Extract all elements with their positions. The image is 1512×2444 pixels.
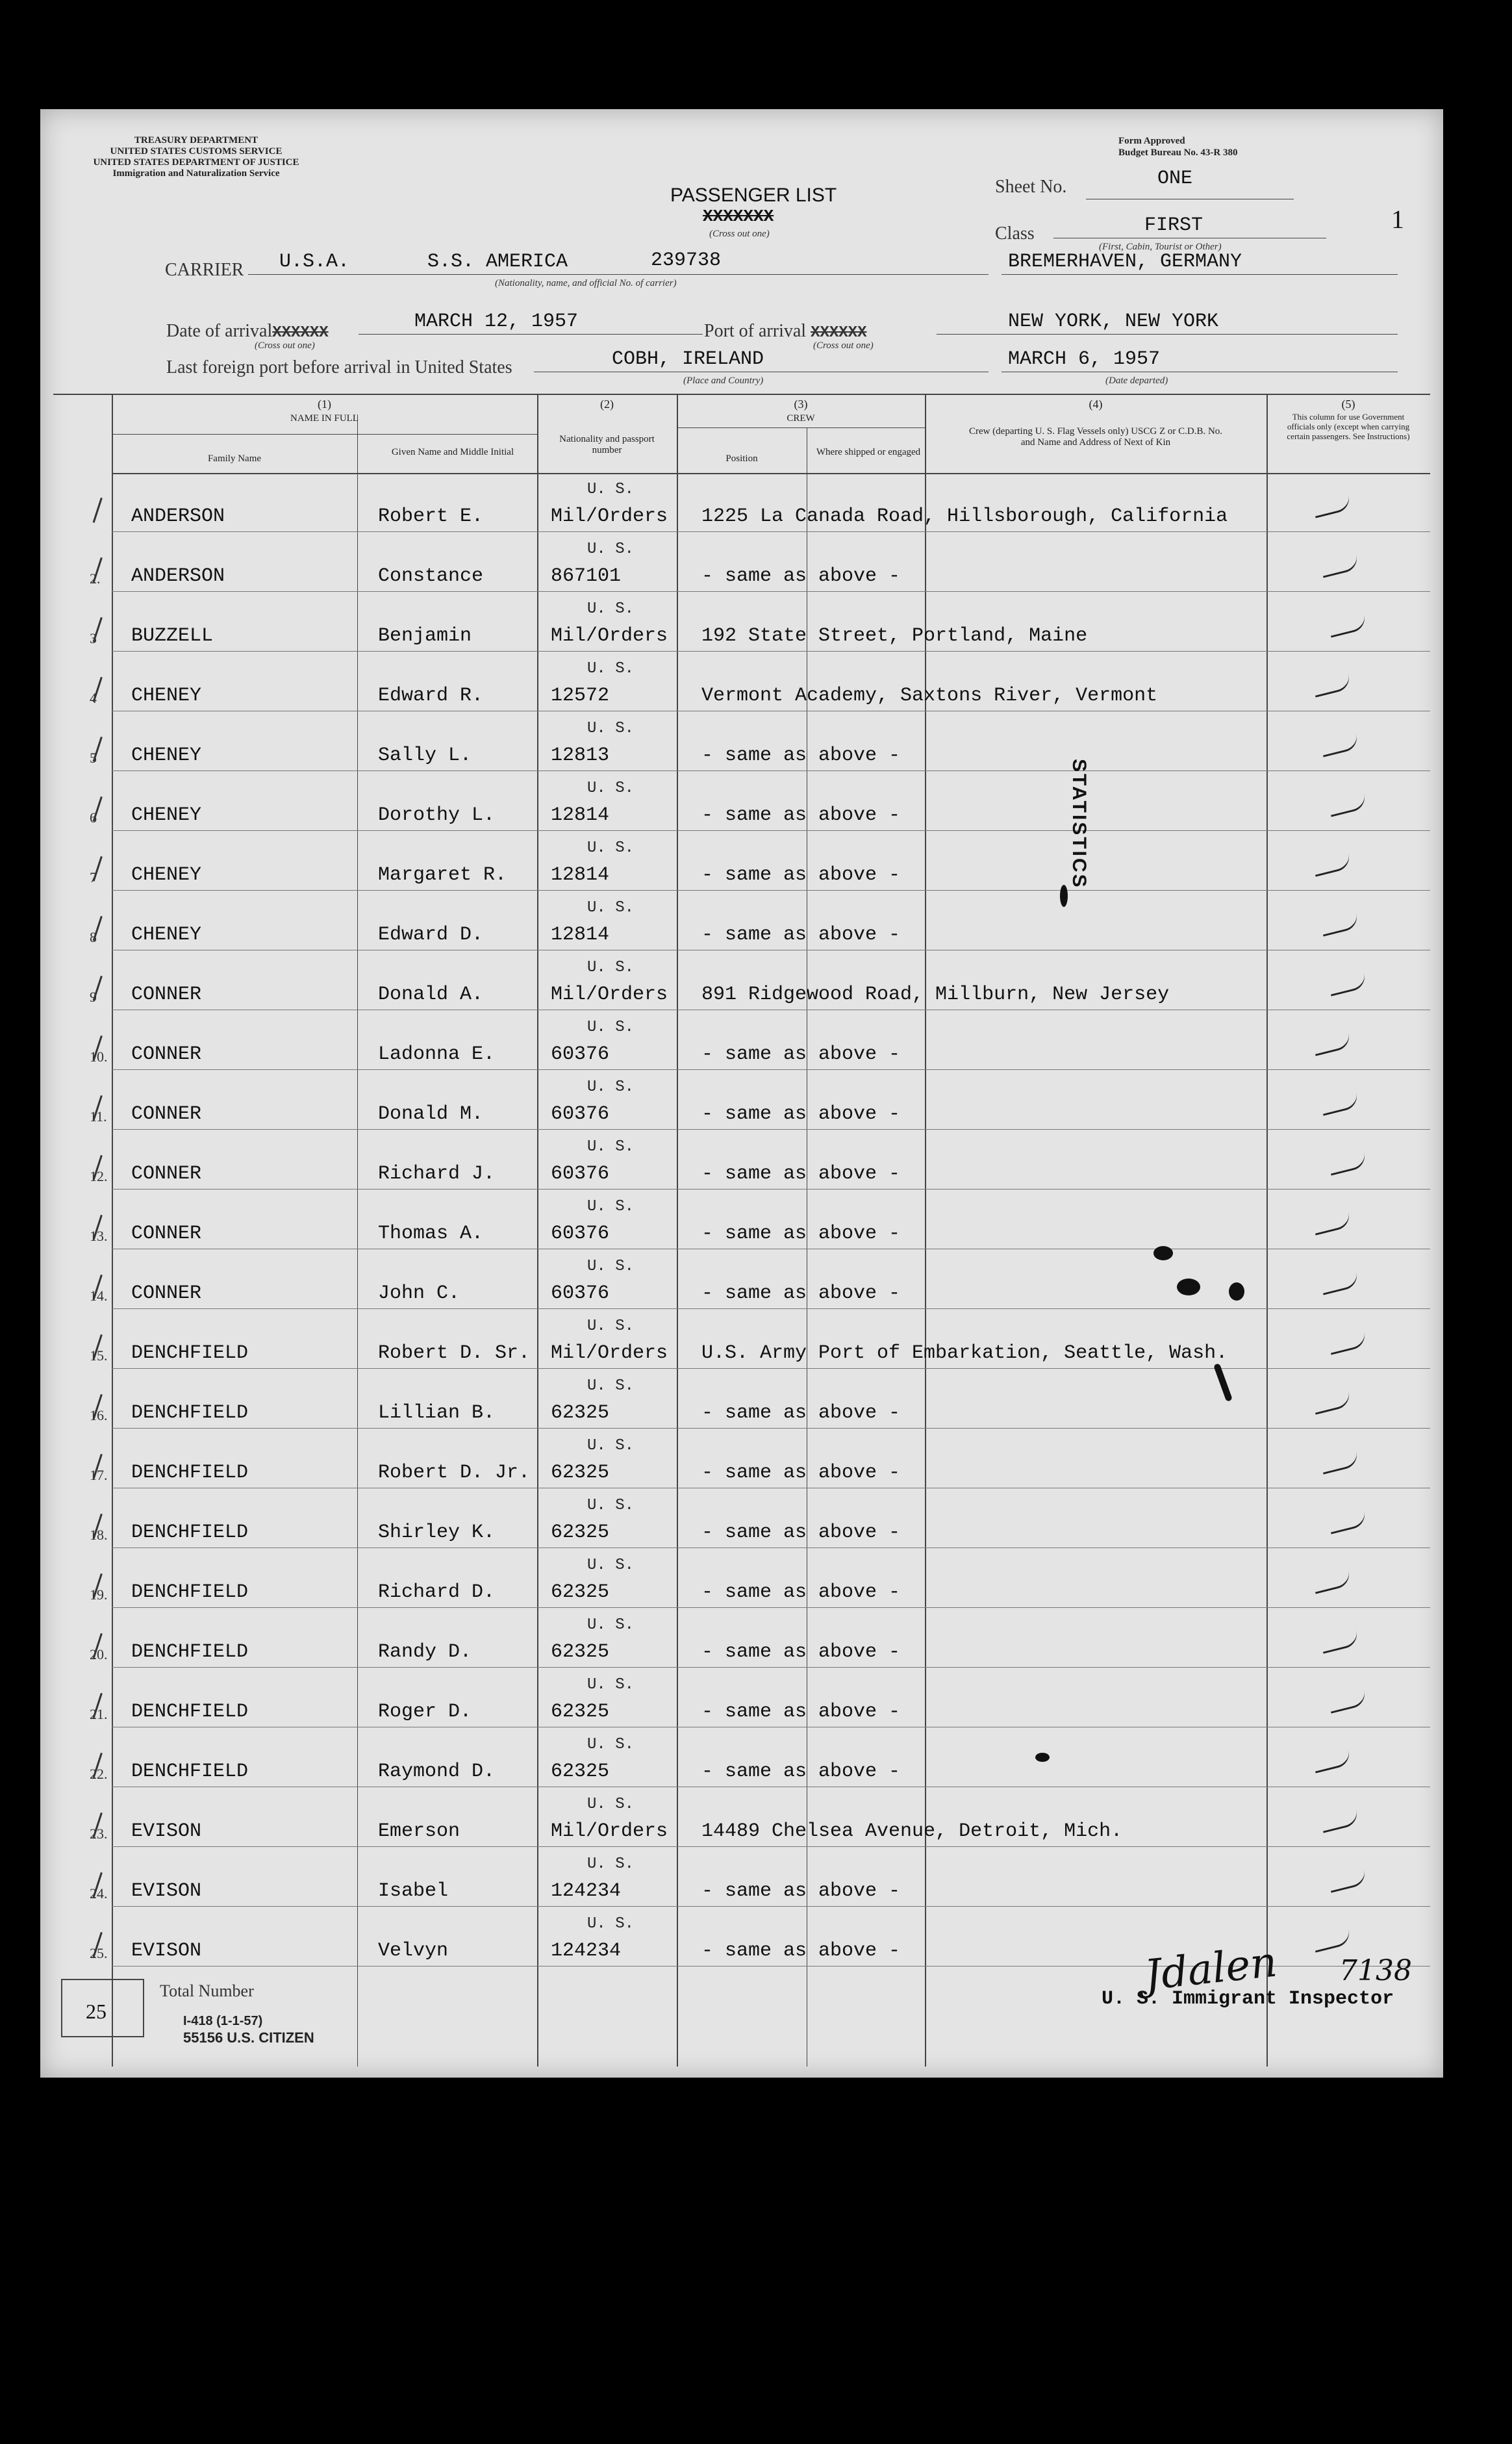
- sheet-label: Sheet No.: [995, 177, 1067, 197]
- given-name: Isabel: [378, 1880, 449, 1902]
- family-name: DENCHFIELD: [131, 1462, 249, 1484]
- row-divider: [112, 1547, 1430, 1548]
- col-divider-given: [357, 414, 358, 2067]
- passport-number: 60376: [551, 1223, 610, 1245]
- row-divider: [112, 830, 1430, 831]
- row-divider: [112, 1667, 1430, 1668]
- address: - same as above -: [701, 864, 901, 886]
- address: - same as above -: [701, 804, 901, 826]
- col3-title: CREW: [787, 413, 815, 424]
- official-check-mark: [1328, 973, 1368, 996]
- address: - same as above -: [701, 565, 901, 587]
- passport-number: 124234: [551, 1880, 622, 1902]
- passport-number: 12814: [551, 864, 610, 886]
- row-divider: [112, 1906, 1430, 1907]
- us-marker: U. S.: [587, 1796, 635, 1813]
- given-name: Sally L.: [378, 745, 472, 767]
- passport-number: 12814: [551, 924, 610, 946]
- port-underline: [937, 334, 1398, 335]
- us-marker: U. S.: [587, 899, 635, 917]
- official-check-mark: [1312, 1391, 1352, 1414]
- given-name: Benjamin: [378, 625, 472, 647]
- row-number: 22.: [90, 1766, 108, 1782]
- row-number: 6: [90, 809, 97, 826]
- row-number: 24.: [90, 1885, 108, 1902]
- agency-line: TREASURY DEPARTMENT: [134, 135, 258, 146]
- row-number: 2.: [90, 570, 101, 587]
- ink-blot: [1153, 1246, 1173, 1260]
- row-divider: [112, 1129, 1430, 1130]
- row-number: 9: [90, 989, 97, 1005]
- official-check-mark: [1328, 793, 1368, 817]
- passport-number: 62325: [551, 1581, 610, 1603]
- family-name: DENCHFIELD: [131, 1402, 249, 1424]
- last-port-label: Last foreign port before arrival in United States: [166, 357, 512, 377]
- address: - same as above -: [701, 1581, 901, 1603]
- given-name: John C.: [378, 1282, 460, 1305]
- given-name: Robert E.: [378, 505, 484, 528]
- family-name: CHENEY: [131, 924, 202, 946]
- form-approved: [1118, 135, 1238, 159]
- form-approved-line: Form Approved: [1118, 136, 1185, 146]
- official-check-mark: [1320, 1809, 1360, 1833]
- date-departed-note: (Date departed): [1105, 376, 1168, 386]
- inspector-code: 7138: [1339, 1954, 1412, 1987]
- given-name: Randy D.: [378, 1641, 472, 1663]
- family-name: CONNER: [131, 1043, 202, 1065]
- us-marker: U. S.: [587, 1258, 635, 1275]
- us-marker: U. S.: [587, 1377, 635, 1395]
- arrival-underline: [359, 334, 703, 335]
- official-check-mark: [1312, 494, 1352, 518]
- statistics-stamp: STATISTICS: [1068, 759, 1090, 889]
- row-check-mark: [93, 976, 121, 1007]
- us-marker: U. S.: [587, 1915, 635, 1933]
- passport-number: 12572: [551, 685, 610, 707]
- us-marker: U. S.: [587, 780, 635, 797]
- family-name: CONNER: [131, 1223, 202, 1245]
- us-marker: U. S.: [587, 1497, 635, 1514]
- agency-line: UNITED STATES CUSTOMS SERVICE: [110, 146, 283, 157]
- col1-title: NAME IN FULL: [290, 413, 359, 424]
- position-header: Position: [725, 453, 758, 464]
- carrier-label: CARRIER: [165, 260, 244, 280]
- address: - same as above -: [701, 1163, 901, 1185]
- row-number: 19.: [90, 1586, 108, 1603]
- passport-number: 60376: [551, 1043, 610, 1065]
- name-subheader-line: [112, 434, 537, 435]
- sheet-value: ONE: [1157, 168, 1193, 190]
- ink-blot: [1035, 1753, 1050, 1762]
- col2-number: (2): [600, 398, 614, 411]
- passport-number: 60376: [551, 1103, 610, 1125]
- passenger-list-sheet: [40, 109, 1443, 2078]
- arrival-date-label-text: Date of arrival: [166, 321, 273, 341]
- col3-number: (3): [794, 398, 808, 411]
- departure-underline: [1002, 274, 1398, 275]
- family-name: DENCHFIELD: [131, 1581, 249, 1603]
- given-name: Ladonna E.: [378, 1043, 496, 1065]
- col-divider-crew: [677, 394, 678, 2067]
- address: - same as above -: [701, 1880, 901, 1902]
- us-marker: U. S.: [587, 1557, 635, 1574]
- col1-number: (1): [318, 398, 331, 411]
- official-check-mark: [1328, 1331, 1368, 1355]
- row-number: 23.: [90, 1826, 108, 1842]
- row-divider: [112, 1368, 1430, 1369]
- row-number: 21.: [90, 1706, 108, 1722]
- carrier-underline: [248, 274, 989, 275]
- row-divider: [112, 531, 1430, 532]
- row-divider: [112, 1308, 1430, 1309]
- header-bottom: [112, 473, 1430, 474]
- official-check-mark: [1328, 1690, 1368, 1713]
- row-number: 4: [90, 690, 97, 706]
- given-name: Raymond D.: [378, 1761, 496, 1783]
- family-name: CHENEY: [131, 685, 202, 707]
- row-number: 17.: [90, 1467, 108, 1483]
- official-check-mark: [1328, 614, 1368, 637]
- carrier-number: 239738: [651, 249, 722, 272]
- us-marker: U. S.: [587, 481, 635, 498]
- given-name: Robert D. Sr.: [378, 1342, 531, 1364]
- cross-out-note: (Cross out one): [709, 229, 770, 239]
- passport-number: 62325: [551, 1641, 610, 1663]
- address: 14489 Chelsea Avenue, Detroit, Mich.: [701, 1820, 1123, 1842]
- passport-number: Mil/Orders: [551, 984, 668, 1006]
- arrival-date-label: [166, 321, 329, 342]
- row-check-mark: [93, 617, 121, 648]
- inspector-label: U. S. Immigrant Inspector: [1102, 1988, 1394, 2010]
- family-name: CHENEY: [131, 745, 202, 767]
- official-check-mark: [1312, 1212, 1352, 1235]
- passport-number: Mil/Orders: [551, 505, 668, 528]
- us-marker: U. S.: [587, 1616, 635, 1634]
- title-crossed: XXXXXXX: [703, 207, 774, 226]
- official-check-mark: [1312, 853, 1352, 876]
- ink-blot: [1177, 1279, 1200, 1295]
- official-check-mark: [1328, 1510, 1368, 1534]
- given-name: Lillian B.: [378, 1402, 496, 1424]
- arrival-port-note: (Cross out one): [813, 340, 874, 351]
- row-check-mark: [93, 856, 121, 887]
- arrival-date: MARCH 12, 1957: [414, 311, 579, 333]
- address: 192 State Street, Portland, Maine: [701, 625, 1088, 647]
- row-check-mark: [93, 796, 121, 828]
- passport-number: 12813: [551, 745, 610, 767]
- ink-blot: [1213, 1363, 1233, 1402]
- row-number: 13.: [90, 1228, 108, 1244]
- carrier-nationality: U.S.A.: [279, 251, 350, 273]
- row-divider: [112, 1189, 1430, 1190]
- arrival-port-label: [704, 321, 866, 342]
- given-name: Dorothy L.: [378, 804, 496, 826]
- row-number: 12.: [90, 1168, 108, 1184]
- passport-number: 12814: [551, 804, 610, 826]
- passport-number: 62325: [551, 1462, 610, 1484]
- row-divider: [112, 1607, 1430, 1608]
- passport-number: Mil/Orders: [551, 1820, 668, 1842]
- ink-blot: [1229, 1282, 1244, 1301]
- us-marker: U. S.: [587, 660, 635, 678]
- given-name: Roger D.: [378, 1701, 472, 1723]
- row-divider: [112, 890, 1430, 891]
- family-name: EVISON: [131, 1820, 202, 1842]
- given-name: Shirley K.: [378, 1521, 496, 1544]
- family-name: EVISON: [131, 1940, 202, 1962]
- given-name: Donald A.: [378, 984, 484, 1006]
- official-check-mark: [1312, 1929, 1352, 1952]
- col4-number: (4): [1089, 398, 1103, 411]
- given-name: Thomas A.: [378, 1223, 484, 1245]
- row-check-mark: [93, 737, 121, 768]
- ink-blot: [1060, 885, 1068, 907]
- inspector-signature: Jdalen: [1142, 1938, 1279, 2000]
- date-departed: MARCH 6, 1957: [1008, 348, 1161, 370]
- agency-line: UNITED STATES DEPARTMENT OF JUSTICE: [93, 157, 299, 168]
- us-marker: U. S.: [587, 1019, 635, 1036]
- total-label: Total Number: [160, 1981, 254, 2000]
- family-name: CONNER: [131, 1282, 202, 1305]
- given-name: Edward R.: [378, 685, 484, 707]
- us-marker: U. S.: [587, 1736, 635, 1753]
- address: - same as above -: [701, 1701, 901, 1723]
- crew-subheader-line: [677, 427, 925, 428]
- col5-number: (5): [1341, 398, 1355, 411]
- row-divider: [112, 770, 1430, 771]
- row-number: 25.: [90, 1945, 108, 1961]
- col-divider-officials: [1266, 394, 1268, 2067]
- official-check-mark: [1312, 1570, 1352, 1594]
- official-check-mark: [1320, 554, 1360, 578]
- us-marker: U. S.: [587, 541, 635, 558]
- family-name: DENCHFIELD: [131, 1521, 249, 1544]
- row-number: 15.: [90, 1347, 108, 1364]
- passport-number: 62325: [551, 1521, 610, 1544]
- address: - same as above -: [701, 745, 901, 767]
- address: - same as above -: [701, 1761, 901, 1783]
- given-name-header: Given Name and Middle Initial: [391, 447, 514, 457]
- us-marker: U. S.: [587, 1138, 635, 1156]
- us-marker: U. S.: [587, 1676, 635, 1694]
- address: U.S. Army Port of Embarkation, Seattle, Wash.: [701, 1342, 1228, 1364]
- row-number: 5: [90, 750, 97, 766]
- official-check-mark: [1320, 733, 1360, 757]
- given-name: Velvyn: [378, 1940, 449, 1962]
- passport-number: 867101: [551, 565, 622, 587]
- family-name: DENCHFIELD: [131, 1641, 249, 1663]
- family-name: CHENEY: [131, 864, 202, 886]
- arrival-port-label-text: Port of arrival: [704, 321, 807, 341]
- address: - same as above -: [701, 1103, 901, 1125]
- official-check-mark: [1320, 913, 1360, 936]
- official-check-mark: [1312, 1032, 1352, 1056]
- col-divider-nationality: [537, 394, 538, 2067]
- row-divider: [112, 1846, 1430, 1847]
- given-name: Margaret R.: [378, 864, 507, 886]
- given-name: Constance: [378, 565, 484, 587]
- shipped-header: Where shipped or engaged: [816, 447, 921, 457]
- class-note: (First, Cabin, Tourist or Other): [1099, 242, 1222, 252]
- row-divider: [112, 1428, 1430, 1429]
- us-marker: U. S.: [587, 1198, 635, 1216]
- address: - same as above -: [701, 1402, 901, 1424]
- given-name: Richard D.: [378, 1581, 496, 1603]
- col4-title: Crew (departing U. S. Flag Vessels only) USCG Z or C.D.B. No. and Name and Address of Next of Kin: [968, 426, 1223, 448]
- address: - same as above -: [701, 1940, 901, 1962]
- last-port: COBH, IRELAND: [612, 348, 764, 370]
- address: - same as above -: [701, 1223, 901, 1245]
- departure-port: BREMERHAVEN, GERMANY: [1008, 251, 1242, 273]
- address: - same as above -: [701, 1282, 901, 1305]
- official-check-mark: [1320, 1271, 1360, 1295]
- row-divider: [112, 651, 1430, 652]
- family-name: DENCHFIELD: [131, 1761, 249, 1783]
- address: 891 Ridgewood Road, Millburn, New Jersey: [701, 984, 1170, 1006]
- family-name: EVISON: [131, 1880, 202, 1902]
- us-marker: U. S.: [587, 839, 635, 857]
- row-number: 10.: [90, 1049, 108, 1065]
- total-count-box: [61, 1979, 144, 2037]
- table-top-border: [53, 394, 1430, 395]
- row-number: 7: [90, 869, 97, 885]
- form-number: I-418 (1-1-57): [183, 2014, 263, 2028]
- row-number: 16.: [90, 1407, 108, 1423]
- address: - same as above -: [701, 1641, 901, 1663]
- us-marker: U. S.: [587, 1437, 635, 1455]
- address: - same as above -: [701, 1043, 901, 1065]
- row-number: 8: [90, 929, 97, 945]
- family-name: DENCHFIELD: [131, 1342, 249, 1364]
- family-name: DENCHFIELD: [131, 1701, 249, 1723]
- arrival-port: NEW YORK, NEW YORK: [1008, 311, 1219, 333]
- col2-title: Nationality and passport number: [559, 434, 655, 455]
- family-name: BUZZELL: [131, 625, 214, 647]
- row-divider: [112, 1069, 1430, 1070]
- page-title: PASSENGER LIST: [670, 185, 837, 206]
- row-number: 3: [90, 630, 97, 646]
- arrival-port-crossed: XXXXXX: [811, 324, 867, 342]
- passport-number: 62325: [551, 1402, 610, 1424]
- us-marker: U. S.: [587, 1078, 635, 1096]
- agency-line: Immigration and Naturalization Service: [112, 168, 280, 179]
- class-label: Class: [995, 223, 1035, 244]
- footer-note: 55156 U.S. CITIZEN: [183, 2030, 314, 2046]
- passport-number: 124234: [551, 1940, 622, 1962]
- address: - same as above -: [701, 924, 901, 946]
- family-name: CONNER: [131, 984, 202, 1006]
- last-port-note: (Place and Country): [683, 376, 764, 386]
- us-marker: U. S.: [587, 959, 635, 976]
- col5-title: This column for use Government officials only (except when carrying certain passengers. See Instructions): [1287, 412, 1410, 441]
- official-check-mark: [1328, 1152, 1368, 1175]
- given-name: Donald M.: [378, 1103, 484, 1125]
- us-marker: U. S.: [587, 600, 635, 618]
- given-name: Robert D. Jr.: [378, 1462, 531, 1484]
- row-number: 14.: [90, 1288, 108, 1304]
- row-check-mark: [93, 677, 121, 708]
- family-name: ANDERSON: [131, 565, 225, 587]
- official-check-mark: [1320, 1630, 1360, 1653]
- official-check-mark: [1312, 1750, 1352, 1773]
- passport-number: 60376: [551, 1163, 610, 1185]
- address: - same as above -: [701, 1521, 901, 1544]
- form-approved-line: Budget Bureau No. 43-R 380: [1118, 147, 1238, 158]
- carrier-note: (Nationality, name, and official No. of carrier): [495, 278, 677, 288]
- us-marker: U. S.: [587, 720, 635, 737]
- us-marker: U. S.: [587, 1855, 635, 1873]
- official-check-mark: [1320, 1451, 1360, 1474]
- arrival-date-note: (Cross out one): [255, 340, 315, 351]
- official-check-mark: [1320, 1092, 1360, 1115]
- arrival-date-crossed: XXXXXX: [272, 324, 329, 342]
- given-name: Richard J.: [378, 1163, 496, 1185]
- class-value: FIRST: [1144, 214, 1203, 236]
- agency-header: [60, 135, 333, 179]
- family-name: CONNER: [131, 1163, 202, 1185]
- given-name: Emerson: [378, 1820, 460, 1842]
- carrier-name: S.S. AMERICA: [427, 251, 568, 273]
- passport-number: 60376: [551, 1282, 610, 1305]
- total-count: 25: [86, 2000, 107, 2023]
- family-name: CONNER: [131, 1103, 202, 1125]
- page-number: 1: [1391, 205, 1404, 234]
- row-number: 20.: [90, 1646, 108, 1662]
- passport-number: Mil/Orders: [551, 1342, 668, 1364]
- given-name: Edward D.: [378, 924, 484, 946]
- row-number: 18.: [90, 1527, 108, 1543]
- address: - same as above -: [701, 1462, 901, 1484]
- row-divider: [112, 591, 1430, 592]
- family-name-header: Family Name: [207, 453, 262, 464]
- row-check-mark: [93, 498, 121, 529]
- passport-number: 62325: [551, 1761, 610, 1783]
- row-number: 11.: [90, 1108, 107, 1125]
- address: Vermont Academy, Saxtons River, Vermont: [701, 685, 1158, 707]
- row-check-mark: [93, 916, 121, 947]
- family-name: CHENEY: [131, 804, 202, 826]
- official-check-mark: [1312, 674, 1352, 697]
- official-check-mark: [1328, 1869, 1368, 1892]
- passport-number: Mil/Orders: [551, 625, 668, 647]
- family-name: ANDERSON: [131, 505, 225, 528]
- address: 1225 La Canada Road, Hillsborough, California: [701, 505, 1228, 528]
- passport-number: 62325: [551, 1701, 610, 1723]
- us-marker: U. S.: [587, 1317, 635, 1335]
